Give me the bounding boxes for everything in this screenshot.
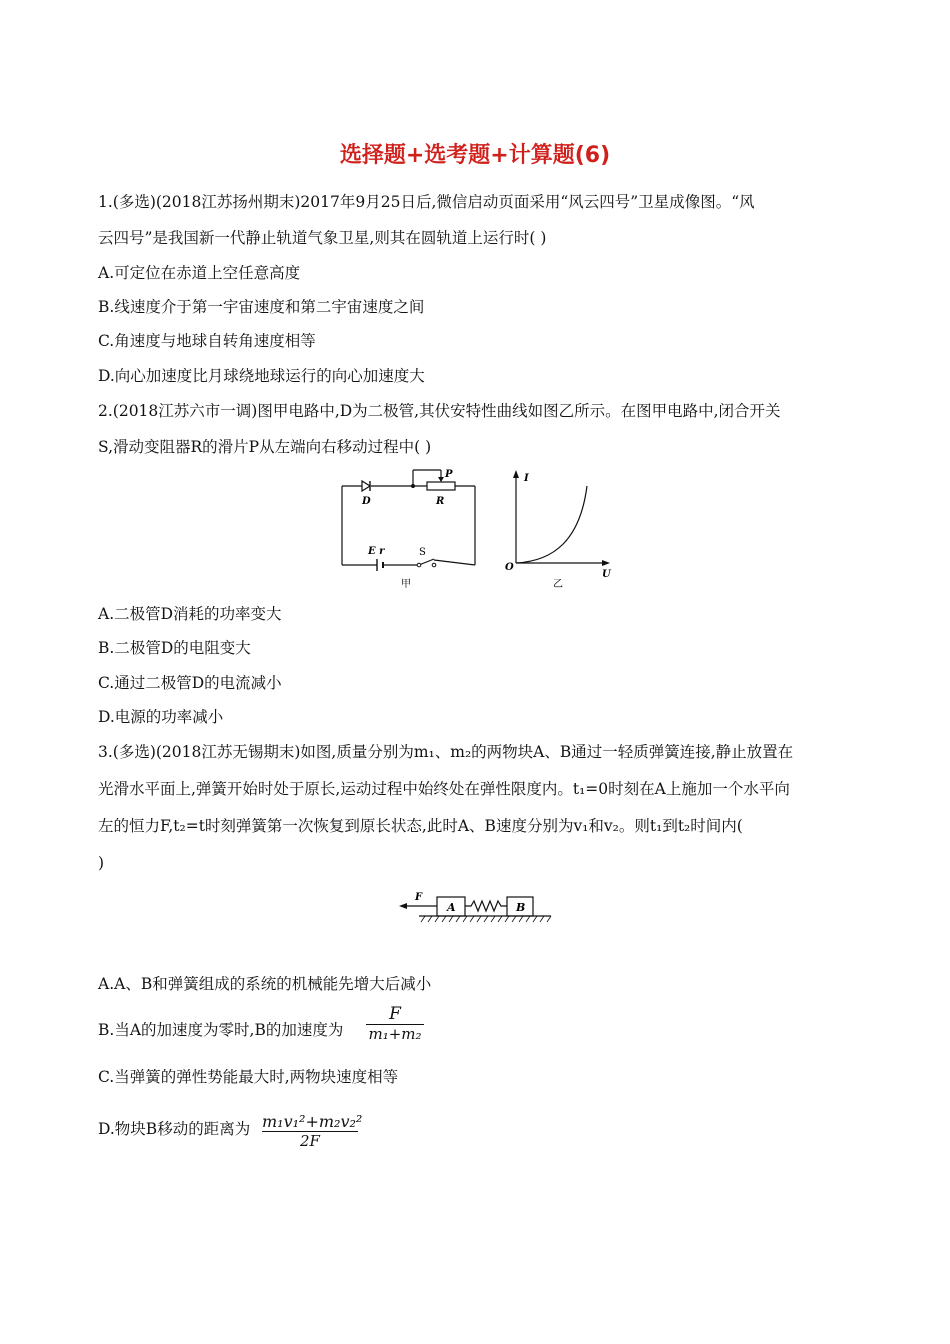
diode-label: D [362,496,371,507]
q1-option-d: D.向心加速度比月球绕地球运行的向心加速度大 [98,367,425,385]
q2-option-c: C.通过二极管D的电流减小 [98,674,282,692]
q2-option-a: A.二极管D消耗的功率变大 [98,605,282,623]
q3-stem-line1: 3.(多选)(2018江苏无锡期末)如图,质量分别为m₁、m₂的两物块A、B通过一轻质弹簧连接,静止放置在 [98,743,794,761]
origin-label: O [505,562,514,573]
q1-stem-line2: 云四号”是我国新一代静止轨道气象卫星,则其在圆轨道上运行时( ) [98,229,547,247]
q3-option-d: D.物块B移动的距离为 [98,1120,251,1138]
battery-label: E r [368,546,385,557]
fraction-denominator: m₁+m₂ [368,1025,422,1043]
q3-stem-line3: 左的恒力F,t₂=t时刻弹簧第一次恢复到原长状态,此时A、B速度分别为v₁和v₂。则t₁到t₂时间内( [98,817,743,835]
q3-option-b-fraction [366,1004,424,1043]
iu-curve-yi [502,466,618,590]
q1-option-c: C.角速度与地球自转角速度相等 [98,332,316,350]
force-label: F [415,892,423,903]
q3-stem-line4: ) [98,854,105,872]
q2-option-d: D.电源的功率减小 [98,708,224,726]
block-b-label: B [516,901,526,914]
q1-stem-line1: 1.(多选)(2018江苏扬州期末)2017年9月25日后,微信启动页面采用“风云四号”卫星成像图。“风 [98,193,755,211]
q3-stem-line2: 光滑水平面上,弹簧开始时处于原长,运动过程中始终处在弹性限度内。t₁=0时刻在A上施加一个水平向 [98,780,790,798]
page-title: 选择题+选考题+计算题(6) [339,143,611,168]
fraction-numerator: m₁v₁²+m₂v₂² [262,1112,363,1131]
q3-option-a: A.A、B和弹簧组成的系统的机械能先增大后减小 [98,975,432,993]
q3-option-c: C.当弹簧的弹性势能最大时,两物块速度相等 [98,1068,399,1086]
q2-stem-line1: 2.(2018江苏六市一调)图甲电路中,D为二极管,其伏安特性曲线如图乙所示。在图甲电路中,闭合开关 [98,402,781,420]
q2-stem-line2: S,滑动变阻器R的滑片P从左端向右移动过程中( ) [98,438,432,456]
figure-yi-caption: 乙 [553,579,563,590]
q3-option-b: B.当A的加速度为零时,B的加速度为 [98,1021,344,1039]
circuit-diagram-jia [330,466,490,590]
figure-jia-caption: 甲 [401,579,411,590]
resistor-label: R [436,496,445,507]
fraction-numerator: F [389,1004,401,1024]
blocks-spring-diagram [395,888,555,930]
fraction-denominator: 2F [300,1132,320,1150]
block-a-label: A [447,901,456,914]
q3-option-d-fraction [262,1112,363,1150]
axis-i-label: I [524,473,529,484]
q2-option-b: B.二极管D的电阻变大 [98,639,251,657]
switch-label: S [419,547,426,558]
q1-option-a: A.可定位在赤道上空任意高度 [98,264,301,282]
q1-option-b: B.线速度介于第一宇宙速度和第二宇宙速度之间 [98,298,425,316]
slider-label: P [445,469,453,480]
axis-u-label: U [602,569,611,580]
